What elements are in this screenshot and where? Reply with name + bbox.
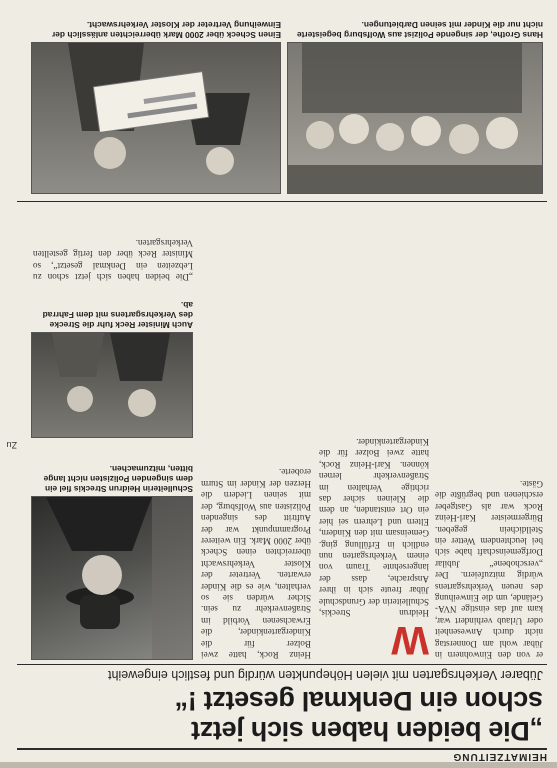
margin-fragment: Zu xyxy=(6,440,17,450)
photo-figure-graphic xyxy=(32,497,192,659)
subheadline: Jübarer Verkehrsgarten mit vielen Höhepunkten würdig und festlich eingeweiht xyxy=(108,668,543,682)
photo-check-handover xyxy=(31,42,281,194)
caption-schulleiterin: Schulleiterin Heidrun Streckis fiel ein dem singenden Polizisten nicht lange bitten, mitzumachen. xyxy=(43,463,193,494)
column-1: er von den Einwohnern in Jübar wohl am Donnerstag nicht durch Anwesenheit oder Urlaub verhindert war, kam auf das einstige NVA-Gelände, um die Einweihung des neuen Verkehrsgartens würdig mitzufeiern. Der „verschobene“ Jubilar Dorfgemeinschaft habe sich bei leuchtendem Wetter ein Stelldichein gegeben. Bürgermeister Karl-Heinz Rock war als Gastgeber erschienen und begrüßte die Gäste. xyxy=(435,478,543,660)
column-3: Heinz Rock, hatte zwei Bolzer für die Kindergartenkinder, die Erwachsenen Vorbild im Straßenverkehr zu sein. Sicher würden sie so verhalten, wie es die Kinder erwarten. Vertreter der Kloster Verkehrswacht überreichten einen Scheck über 2000 Mark. Ein weiterer Programmpunkt war der Auftritt des singenden Polizisten aus Wolfsburg, der mit seinen Liedern die Herzen der Kinder im Sturm eroberte. xyxy=(201,467,311,660)
caption-verkehrsgarten: Auch Minister Reck fuhr die Strecke des Verkehrsgartens mit dem Fahrrad ab. xyxy=(42,299,193,330)
photo-people-graphic xyxy=(32,333,192,437)
photo-children xyxy=(287,42,543,194)
photo-schulleiterin xyxy=(31,496,193,660)
bottom-band-rule xyxy=(17,201,547,202)
column-4: „Die beiden haben sich jetzt schon zu Lebzeiten ein Denkmal gesetzt“, so Minister Reck über den fertig gestellten Verkehrsgarten. xyxy=(33,237,193,282)
caption-children: Hans Grothe, der singende Polizist aus Wolfsburg begeisterte nicht nur die Kinder mit seinen Darbietungen. xyxy=(296,19,543,40)
scan-edge xyxy=(0,762,557,768)
caption-check: Einen Scheck über 2000 Mark überreichten anlässlich der Einweihung Vertreter der Kloster Verkehrswacht. xyxy=(51,19,281,40)
photo-children-graphic xyxy=(288,43,542,193)
header-rule xyxy=(17,748,547,750)
section-header: HEIMATZEITUNG xyxy=(452,751,547,762)
subhead-rule xyxy=(17,664,547,665)
photo-cheque-graphic xyxy=(32,43,280,193)
headline-line-2: schon ein Denkmal gesetzt !“ xyxy=(174,686,543,716)
headline-line-1: „Die beiden haben sich jetzt xyxy=(191,716,543,746)
column-2: Heidrun Streckis, Schulleiterin der Grundschule Jübar freute sich in ihrer Ansprache, dass der langersehnte Traum von einem Verkehrsgarten nun endlich in Erfüllung ging. Gemeinsam mit den Kindern, Eltern und Lehrern sei hier ein Ort entstanden, an dem die Kleinen sicher das richtige Verhalten im Straßenverkehr lernen können. Karl-Heinz Rock, hatte zwei Bolzer für die Kindergartenkinder. xyxy=(319,436,429,618)
photo-verkehrsgarten xyxy=(31,332,193,438)
drop-cap: W xyxy=(391,618,429,662)
